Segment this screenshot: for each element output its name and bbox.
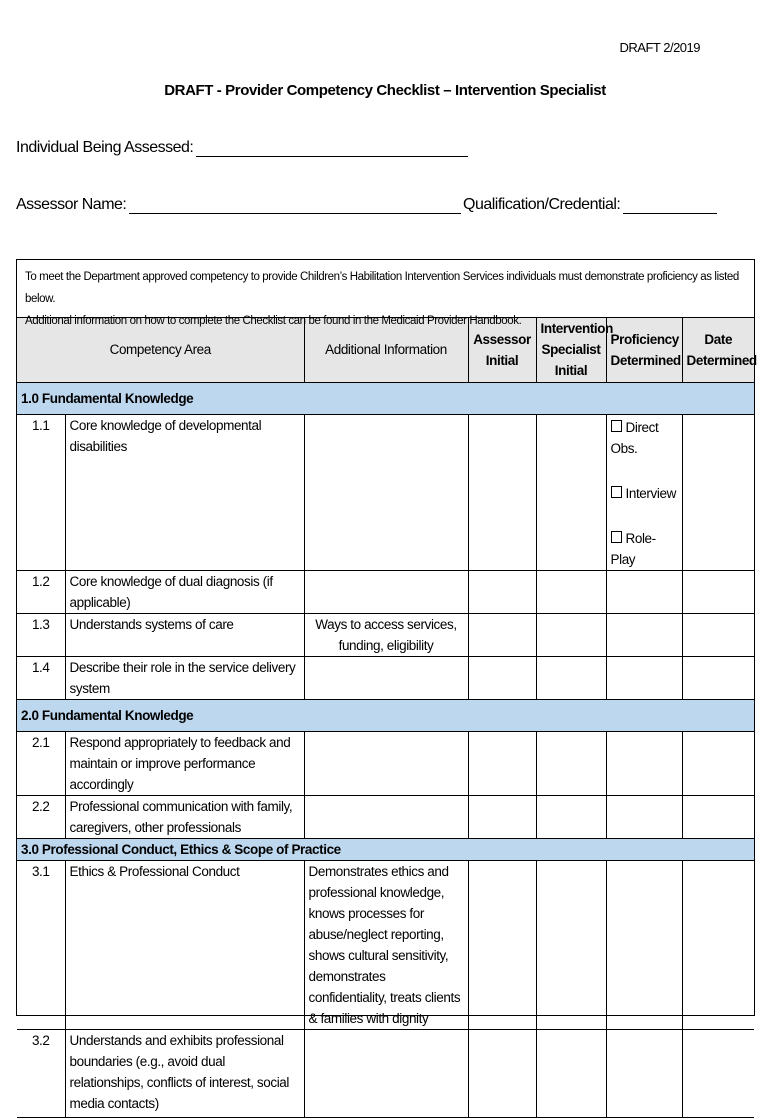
individual-field bbox=[16, 139, 468, 157]
assessor-label: Assessor Name: bbox=[16, 196, 127, 213]
date-determined-cell[interactable] bbox=[682, 795, 754, 838]
competency-area: Respond appropriately to feedback and maintain or improve performance accordingly bbox=[65, 731, 304, 795]
section-row bbox=[17, 382, 754, 414]
section-title: 3.0 Professional Conduct, Ethics & Scope of Practice bbox=[17, 838, 754, 860]
table-row bbox=[17, 414, 754, 570]
specialist-initial-cell[interactable] bbox=[536, 1029, 606, 1117]
proficiency-cell[interactable] bbox=[606, 795, 682, 838]
assessor-initial-cell[interactable] bbox=[468, 731, 536, 795]
proficiency-cell[interactable] bbox=[606, 656, 682, 699]
additional-info-header: Additional Information bbox=[304, 318, 468, 382]
date-determined-cell[interactable] bbox=[682, 613, 754, 656]
additional-info bbox=[304, 795, 468, 838]
draft-date-label: DRAFT 2/2019 bbox=[619, 40, 700, 55]
row-number: 1.3 bbox=[17, 613, 65, 656]
proficiency-cell[interactable] bbox=[606, 860, 682, 1029]
assessor-initial-cell[interactable] bbox=[468, 656, 536, 699]
additional-info bbox=[304, 1029, 468, 1117]
table-row bbox=[17, 570, 754, 613]
assessor-initial-header: Assessor Initial bbox=[468, 318, 536, 382]
proficiency-option-direct-obs[interactable] bbox=[611, 417, 678, 459]
proficiency-cell[interactable] bbox=[606, 613, 682, 656]
individual-input-line[interactable] bbox=[196, 140, 468, 157]
row-number: 1.2 bbox=[17, 570, 65, 613]
section-row bbox=[17, 699, 754, 731]
specialist-initial-cell[interactable] bbox=[536, 570, 606, 613]
option-label: Interview bbox=[625, 485, 676, 501]
intro-line-2: Additional information on how to complete the Checklist can be found in the Medicaid Provider Handbook. bbox=[25, 315, 522, 327]
qualification-label: Qualification/Credential: bbox=[463, 196, 621, 213]
option-label: Direct Obs. bbox=[610, 419, 659, 456]
assessor-initial-cell[interactable] bbox=[468, 860, 536, 1029]
competency-checklist bbox=[16, 259, 757, 1111]
date-determined-header: Date Determined bbox=[682, 318, 754, 382]
additional-info: Demonstrates ethics and professional knowledge, knows processes for abuse/neglect reporting, shows cultural sensitivity, demonstrates confidentiality, treats clients & families with dignity bbox=[304, 860, 468, 1029]
proficiency-cell[interactable] bbox=[606, 731, 682, 795]
proficiency-cell[interactable] bbox=[606, 570, 682, 613]
assessor-initial-cell[interactable] bbox=[468, 613, 536, 656]
specialist-initial-header: Intervention Specialist Initial bbox=[536, 318, 606, 382]
intro-text bbox=[17, 260, 754, 327]
additional-info: Ways to access services, funding, eligibility bbox=[304, 613, 468, 656]
specialist-initial-cell[interactable] bbox=[536, 795, 606, 838]
row-number: 1.4 bbox=[17, 656, 65, 699]
table-row bbox=[17, 656, 754, 699]
row-number: 3.2 bbox=[17, 1029, 65, 1117]
assessor-initial-cell[interactable] bbox=[468, 1029, 536, 1117]
competency-area: Core knowledge of developmental disabilities bbox=[65, 414, 304, 570]
section-title: 2.0 Fundamental Knowledge bbox=[17, 699, 754, 731]
additional-info bbox=[304, 656, 468, 699]
option-label: Role-Play bbox=[610, 530, 656, 567]
competency-area: Understands systems of care bbox=[65, 613, 304, 656]
competency-table bbox=[17, 318, 757, 1118]
additional-info bbox=[304, 570, 468, 613]
individual-label: Individual Being Assessed: bbox=[16, 139, 194, 156]
proficiency-option-role-play[interactable] bbox=[611, 528, 678, 570]
proficiency-option-interview[interactable] bbox=[611, 483, 678, 504]
competency-area: Core knowledge of dual diagnosis (if applicable) bbox=[65, 570, 304, 613]
proficiency-cell[interactable] bbox=[606, 1029, 682, 1117]
table-row bbox=[17, 1029, 754, 1117]
intro-line-1: To meet the Department approved competency to provide Children’s Habilitation Intervention Services individuals must demonstrate proficiency as listed below. bbox=[25, 271, 739, 305]
competency-area: Ethics & Professional Conduct bbox=[65, 860, 304, 1029]
checkbox-icon[interactable] bbox=[611, 486, 622, 498]
assessor-initial-cell[interactable] bbox=[468, 795, 536, 838]
section-title: 1.0 Fundamental Knowledge bbox=[17, 382, 754, 414]
table-row bbox=[17, 613, 754, 656]
qualification-input-line[interactable] bbox=[623, 197, 717, 214]
competency-area: Understands and exhibits professional boundaries (e.g., avoid dual relationships, conflicts of interest, social media contacts) bbox=[65, 1029, 304, 1117]
qualification-field bbox=[463, 196, 717, 214]
competency-area: Describe their role in the service delivery system bbox=[65, 656, 304, 699]
proficiency-header: Proficiency Determined bbox=[606, 318, 682, 382]
row-number: 1.1 bbox=[17, 414, 65, 570]
specialist-initial-cell[interactable] bbox=[536, 656, 606, 699]
date-determined-cell[interactable] bbox=[682, 656, 754, 699]
checkbox-icon[interactable] bbox=[611, 531, 622, 543]
proficiency-cell bbox=[606, 414, 682, 570]
specialist-initial-cell[interactable] bbox=[536, 414, 606, 570]
checkbox-icon[interactable] bbox=[611, 420, 622, 432]
date-determined-cell[interactable] bbox=[682, 860, 754, 1029]
competency-area: Professional communication with family, caregivers, other professionals bbox=[65, 795, 304, 838]
specialist-initial-cell[interactable] bbox=[536, 613, 606, 656]
specialist-initial-cell[interactable] bbox=[536, 860, 606, 1029]
additional-info bbox=[304, 414, 468, 570]
assessor-input-line[interactable] bbox=[129, 197, 461, 214]
section-row bbox=[17, 838, 754, 860]
assessor-field bbox=[16, 196, 461, 214]
specialist-initial-cell[interactable] bbox=[536, 731, 606, 795]
additional-info bbox=[304, 731, 468, 795]
date-determined-cell[interactable] bbox=[682, 731, 754, 795]
row-number: 3.1 bbox=[17, 860, 65, 1029]
competency-area-header: Competency Area bbox=[17, 318, 304, 382]
document-title: DRAFT - Provider Competency Checklist – Intervention Specialist bbox=[164, 82, 606, 99]
assessor-initial-cell[interactable] bbox=[468, 414, 536, 570]
date-determined-cell[interactable] bbox=[682, 1029, 754, 1117]
date-determined-cell[interactable] bbox=[682, 570, 754, 613]
table-row bbox=[17, 860, 754, 1029]
date-determined-cell[interactable] bbox=[682, 414, 754, 570]
table-row bbox=[17, 731, 754, 795]
row-number: 2.2 bbox=[17, 795, 65, 838]
assessor-initial-cell[interactable] bbox=[468, 570, 536, 613]
table-row bbox=[17, 795, 754, 838]
row-number: 2.1 bbox=[17, 731, 65, 795]
